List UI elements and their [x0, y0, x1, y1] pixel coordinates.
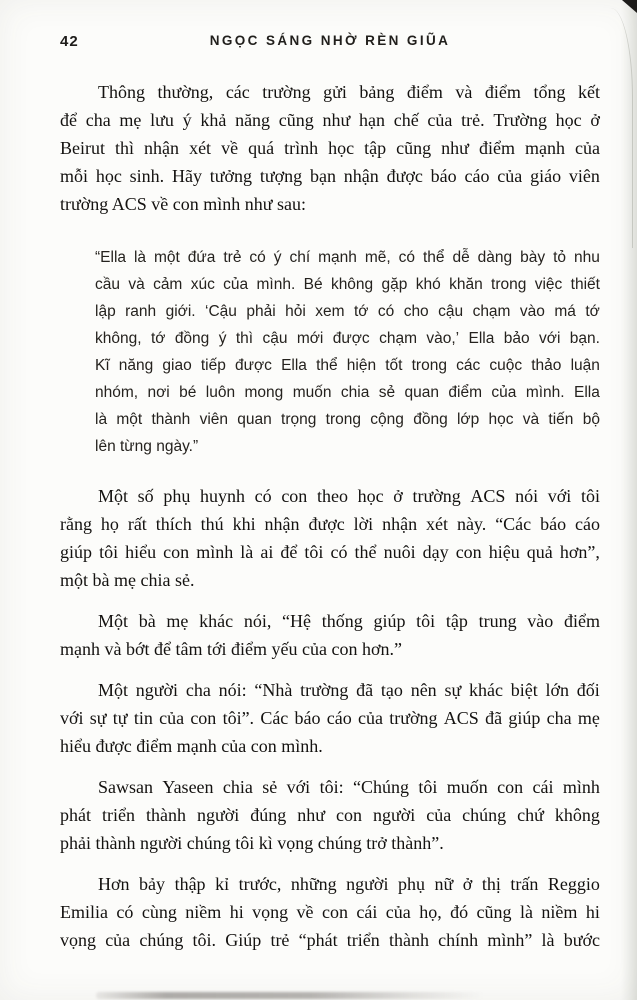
text-line: là một thành viên quan trọng trong cộng đồng lớp học và tiến bộ: [95, 411, 600, 428]
page-corner-shadow: [622, 0, 637, 13]
text-line: một bà mẹ chia sẻ.: [60, 570, 195, 590]
text-line: với sự tự tin của con tôi”. Các báo cáo của trường ACS đã giúp cha mẹ: [60, 708, 600, 728]
text-line: giúp tôi hiểu con mình là ai để tôi có thể nuôi dạy con hiệu quả hơn”,: [60, 542, 600, 562]
text-line: Kĩ năng giao tiếp được Ella thể hiện tốt trong các cuộc thảo luận: [95, 357, 600, 374]
text-line: vọng của chúng tôi. Giúp trẻ “phát triển thành chính mình” là bước: [60, 930, 600, 950]
text-line: để cha mẹ lưu ý khả năng cũng như hạn chế của trẻ. Trường học ở: [60, 110, 600, 130]
paragraph: [60, 676, 600, 760]
page-number: 42: [60, 33, 79, 50]
page-header: [60, 33, 600, 53]
text-line: trường ACS về con mình như sau:: [60, 194, 307, 214]
paragraph: [60, 870, 600, 954]
clipped-text-artifact: [96, 992, 484, 999]
paragraph: [60, 78, 600, 218]
text-column-wrapper: [60, 0, 600, 967]
text-line: phải thành người chúng tôi kì vọng chúng trở thành”.: [60, 833, 444, 853]
page-edge-curve: [606, 8, 633, 248]
text-line: Hơn bảy thập kỉ trước, những người phụ nữ ở thị trấn Reggio: [98, 874, 600, 894]
text-line: Một số phụ huynh có con theo học ở trường ACS nói với tôi: [98, 486, 600, 506]
paragraph: [60, 607, 600, 663]
page-edge-shading: [621, 0, 637, 1000]
text-line: Một người cha nói: “Nhà trường đã tạo nên sự khác biệt lớn đối: [98, 680, 600, 700]
text-line: mạnh và bớt để tâm tới điểm yếu của con hơn.”: [60, 639, 402, 659]
running-title: NGỌC SÁNG NHỜ RÈN GIŨA: [209, 33, 451, 48]
text-line: hiểu được điểm mạnh của con mình.: [60, 736, 323, 756]
paragraph: [60, 773, 600, 857]
paragraph: [60, 482, 600, 594]
text-line: lên từng ngày.”: [95, 438, 199, 455]
text-line: mỗi học sinh. Hãy tưởng tượng bạn nhận được báo cáo của giáo viên: [60, 166, 600, 186]
text-line: Sawsan Yaseen chia sẻ với tôi: “Chúng tôi muốn con cái mình: [98, 777, 600, 797]
text-line: Thông thường, các trường gửi bảng điểm và điểm tổng kết: [98, 82, 600, 102]
text-line: lập ranh giới. ‘Cậu phải hỏi xem tớ có cho cậu chạm vào má tớ: [95, 303, 600, 320]
text-column: [60, 78, 600, 954]
text-line: không, tớ đồng ý thì cậu mới được chạm vào,’ Ella bảo với bạn.: [95, 330, 600, 347]
text-line: Beirut thì nhận xét về quá trình học tập cũng như điểm mạnh của: [60, 138, 600, 158]
text-line: cầu và cảm xúc của mình. Bé không gặp khó khăn trong việc thiết: [95, 276, 600, 293]
text-line: Emilia có cùng niềm hi vọng về con cái của họ, đó cũng là niềm hi: [60, 902, 600, 922]
text-line: Một bà mẹ khác nói, “Hệ thống giúp tôi tập trung vào điểm: [98, 611, 600, 631]
text-line: phát triển thành người đúng như con người của chúng chứ không: [60, 805, 600, 825]
text-line: rằng họ rất thích thú khi nhận được lời nhận xét này. “Các báo cáo: [60, 514, 600, 534]
teacher-report-quote: [95, 244, 600, 460]
text-line: “Ella là một đứa trẻ có ý chí mạnh mẽ, có thể dễ dàng bày tỏ nhu: [95, 249, 600, 266]
text-line: nhóm, nơi bé luôn mong muốn chia sẻ quan điểm của mình. Ella: [95, 384, 600, 401]
